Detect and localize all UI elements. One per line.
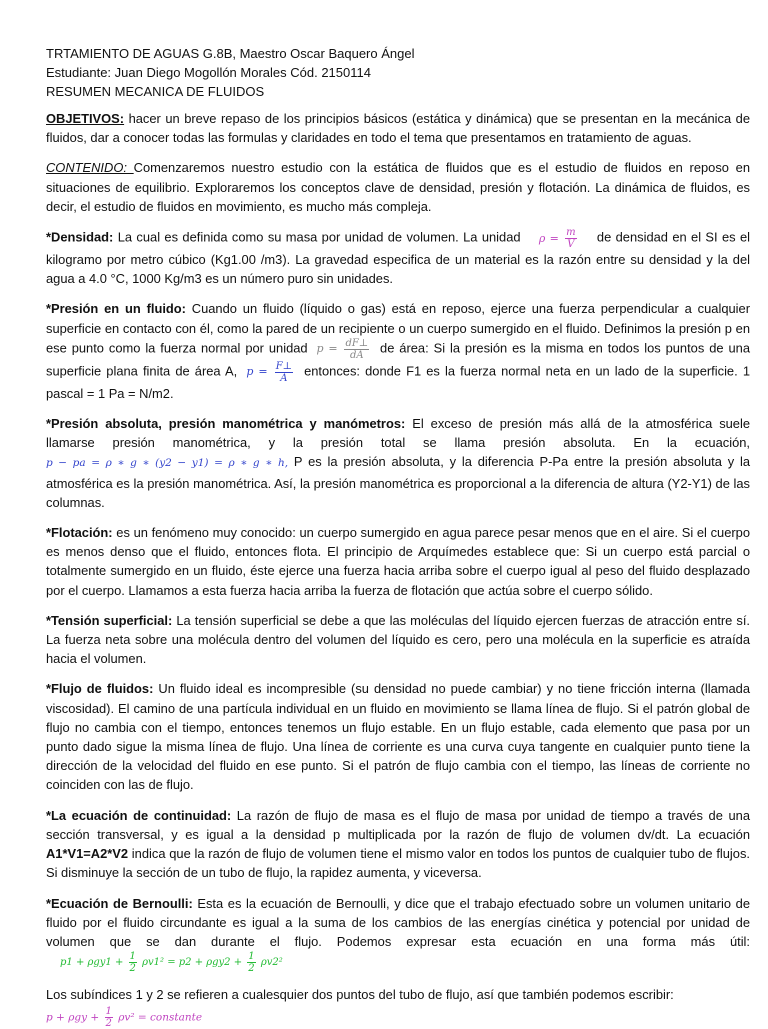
- contenido-label: CONTENIDO:: [46, 160, 134, 176]
- densidad-label: *Densidad:: [46, 229, 114, 245]
- presion-text-2: de área: Si la presión es la misma en todos los puntos de una superficie plana finita de área A,: [46, 340, 750, 379]
- objetivos-label: OBJETIVOS:: [46, 111, 125, 126]
- pressure-diff-fraction: [344, 338, 369, 361]
- flotacion-label: *Flotación:: [46, 525, 113, 541]
- tension-label: *Tensión superficial:: [46, 612, 173, 628]
- bernoulli-formula-left: p1 + ρgy1 +: [60, 957, 124, 969]
- absoluta-text-1: El exceso de presión más allá de la atmosférica suele llamarse presión manométrica, y la presión total se llama presión absoluta. En la ecuación,: [46, 416, 751, 451]
- pressure-differential-formula: [316, 337, 377, 361]
- objetivos-paragraph: [46, 109, 750, 147]
- bernoulli-formula-right: ρv2²: [260, 957, 283, 969]
- flotacion-text: es un fenómeno muy conocido: un cuerpo sumergido en agua parece pesar menos que en el aire. Si el cuerpo es menos denso que el fluido, entonces flota. El principio de Arquímedes establece que: Si un cuerpo está parcial o totalmente sumergido en un fluido, éste ejerce una fuerza hacia arriba sobre el cuerpo igual al peso del fluido desplazado por el cuerpo. Llamamos a esta fuerza hacia arriba la fuerza de flotación que actúa sobre el cuerpo sólido.: [46, 525, 750, 598]
- contenido-text: Comenzaremos nuestro estudio con la estática de fluidos que es el estudio de fluidos en reposo en situaciones de equilibrio. Exploraremos los conceptos clave de densidad, presión y flotación. La dinámica de fluidos, es decir, el estudio de fluidos en movimiento, es mucho más compleja.: [46, 160, 750, 214]
- pressure-formula: [246, 360, 300, 384]
- bernoulli-paragraph: [46, 894, 750, 975]
- bernoulli-text: Esta es la ecuación de Bernoulli, y dice que el trabajo efectuado sobre un volumen unitario de fluido por el fluido circundante es igual a la suma de los cambios de las energías cinética y potencial por unidad de volumen que se dan durante el flujo. Podemos expresar esta ecuación en una forma más útil:: [46, 895, 750, 949]
- pressure-denominator: A: [280, 372, 288, 384]
- densidad-text-1: La cual es definida como su masa por unidad de volumen. La unidad: [113, 229, 525, 245]
- constant-half: [105, 1006, 113, 1029]
- flujo-text: Un fluido ideal es incompresible (su densidad no puede cambiar) y no tiene fricción interna (llamada viscosidad). El camino de una partícula individual en un fluido en movimiento se llama línea de flujo. Si el patrón global de flujo no cambia con el tiempo, entonces tenemos un flujo estable. En un flujo estable, cada elemento que pasa por un punto dado sigue la misma línea de flujo. Una línea de corriente es una curva cuya tangente en cualquier punto tiene la dirección de la velocidad del fluido en ese punto. Si el patrón de flujo cambia con el tiempo, las líneas de corriente no coinciden con las de flujo.: [46, 681, 750, 793]
- bernoulli-constant-formula: [46, 1006, 750, 1029]
- bernoulli-half-1-den: 2: [129, 963, 136, 975]
- pressure-numerator: F⊥: [275, 360, 293, 372]
- absoluta-text-2: P es la presión absoluta, y la diferencia P-Pa entre la presión absoluta y la atmosférica es la presión manométrica. Así, la presión manométrica es proporcional a la diferencia de altura (Y2-Y1) de las columnas.: [46, 454, 750, 510]
- constant-formula-left: p + ρgy +: [46, 1011, 100, 1024]
- constant-formula-right: ρv² = constante: [118, 1011, 203, 1024]
- flujo-label: *Flujo de fluidos:: [46, 681, 154, 697]
- header-student: Estudiante: Juan Diego Mogollón Morales Cód. 2150114: [46, 65, 371, 80]
- density-formula: [538, 227, 583, 251]
- constant-half-den: 2: [105, 1018, 112, 1029]
- bernoulli-half-1: [129, 951, 137, 974]
- subindices-text: Los subíndices 1 y 2 se refieren a cualesquier dos puntos del tubo de flujo, así que también podemos escribir:: [46, 987, 674, 1003]
- continuidad-paragraph: [46, 806, 750, 883]
- tension-text: La tensión superficial se debe a que las moléculas del líquido ejercen fuerzas de atracción entre sí. La fuerza neta sobre una molécula dentro del volumen del líquido es cero, pero una molécula en la superficie es atraída hacia el volumen.: [46, 612, 750, 667]
- continuidad-text-1: La razón de flujo de masa es el flujo de masa por unidad de tiempo a través de una sección transversal, y es igual a la densidad p multiplicada por la razón de flujo de volumen dv/dt. La ecuación: [46, 807, 750, 842]
- pressure-diff-numerator: dF⊥: [345, 337, 369, 349]
- bernoulli-formula: [60, 951, 283, 975]
- subindices-paragraph: [46, 985, 750, 1029]
- presion-text-3: entonces: donde F1 es la fuerza normal neta en un lado de la superficie. 1 pascal = 1 Pa = N/m2.: [46, 363, 750, 401]
- pressure-formula-lhs: p =: [246, 365, 268, 379]
- contenido-paragraph: [46, 158, 750, 216]
- hydrostatic-formula: p − pa = ρ ∗ g ∗ (y2 − y1) = ρ ∗ g ∗ h,: [46, 457, 289, 470]
- pressure-diff-lhs: p =: [316, 342, 338, 356]
- flujo-paragraph: [46, 679, 750, 794]
- presion-text-1: Cuando un fluido (líquido o gas) está en reposo, ejerce una fuerza perpendicular a cualquier superficie en contacto con él, como la pared de un recipiente o un cuerpo sumergido en el fluido. Definimos la presión p en ese punto como la fuerza normal por unidad: [46, 301, 750, 356]
- density-formula-lhs: ρ =: [538, 231, 559, 245]
- document-header: [46, 44, 750, 101]
- presion-label: *Presión en un fluido:: [46, 301, 186, 317]
- pressure-fraction: [275, 361, 293, 384]
- bernoulli-label: *Ecuación de Bernoulli:: [46, 895, 193, 911]
- presion-paragraph: [46, 299, 750, 403]
- bernoulli-formula-mid: ρv1² = p2 + ρgy2 +: [142, 957, 243, 969]
- continuidad-text-2: indica que la razón de flujo de volumen tiene el mismo valor en todos los puntos de cualquier tubo de flujos. Si disminuye la sección de un tubo de flujo, la rapidez aumenta, y viceversa.: [46, 846, 750, 881]
- tension-paragraph: [46, 611, 750, 669]
- flotacion-paragraph: [46, 523, 750, 600]
- header-title: RESUMEN MECANICA DE FLUIDOS: [46, 84, 265, 99]
- bernoulli-half-2-den: 2: [248, 963, 255, 975]
- bernoulli-half-2-num: 1: [248, 951, 255, 963]
- density-fraction: [565, 227, 576, 250]
- density-denominator: V: [567, 239, 575, 251]
- header-course: TRTAMIENTO DE AGUAS G.8B, Maestro Oscar Baquero Ángel: [46, 46, 415, 61]
- pressure-diff-denominator: dA: [350, 349, 364, 361]
- continuity-equation: A1*V1=A2*V2: [46, 846, 129, 862]
- objetivos-text: hacer un breve repaso de los principios básicos (estática y dinámica) que se presentan en la mecánica de fluidos, dar a conocer todas las formulas y claridades en todo el tema que presentamos en tratamiento de aguas.: [46, 111, 750, 146]
- densidad-paragraph: [46, 227, 750, 288]
- absoluta-label: *Presión absoluta, presión manométrica y manómetros:: [46, 416, 406, 432]
- density-numerator: m: [566, 227, 576, 239]
- bernoulli-half-2: [247, 951, 255, 974]
- absoluta-paragraph: [46, 414, 750, 512]
- constant-half-num: 1: [105, 1006, 112, 1018]
- continuidad-label: *La ecuación de continuidad:: [46, 807, 232, 823]
- densidad-text-2: de densidad en el SI es el kilogramo por metro cúbico (Kg1.00 /m3). La gravedad especifica de un material es la razón entre su densidad y la del agua a 4.0 °C, 1000 Kg/m3 es un número puro sin unidades.: [46, 229, 750, 287]
- bernoulli-half-1-num: 1: [129, 951, 136, 963]
